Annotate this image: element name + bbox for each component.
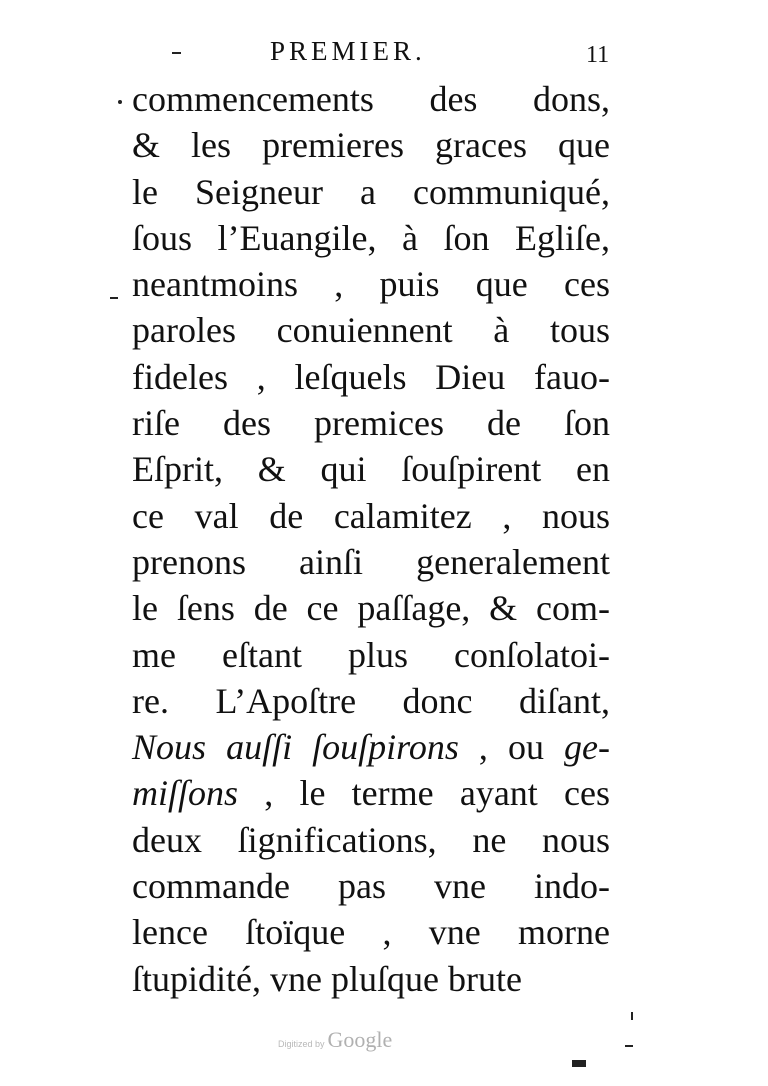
body-text [132,76,610,1002]
text-line: ſtupidité, vne pluſque brute [132,958,522,999]
text-line: commencements des dons, [132,79,610,119]
stray-dot [118,100,122,104]
stray-mark [110,297,118,299]
text-line: deux ſignifications, ne nous [132,819,610,860]
text-line: le ſens de ce paſſage, & com- [132,588,610,629]
text-line: Eſprit, & qui ſouſpirent en [132,449,610,490]
italic-quote: Nous auſſi ſouſpirons [132,727,459,768]
text-line: neantmoins , puis que ces [132,264,610,305]
text-line-mixed [132,724,610,770]
stray-mark [172,52,181,54]
text-fragment: , le terme ayant ces [238,773,610,814]
google-brand: Google [327,1027,393,1052]
text-line: lence ſtoïque , vne morne [132,912,610,953]
text-line: fideles , leſquels Dieu fauo- [132,356,610,397]
text-line: ſous l’Euangile, à ſon Egliſe, [132,217,610,258]
text-line: paroles conuiennent à tous [132,310,610,351]
text-line: me eſtant plus conſolatoi- [132,634,610,675]
text-line: riſe des premices de ſon [132,403,610,444]
digitized-label: Digitized by [278,1039,325,1049]
text-line: commande pas vne indo- [132,866,610,907]
text-line: le Seigneur a communiqué, [132,171,610,212]
stray-mark [625,1045,633,1047]
italic-word: ge- [564,727,610,768]
text-line: & les premieres graces que [132,125,610,166]
text-line-mixed [132,770,610,816]
page-number: 11 [586,42,610,68]
text-line: re. L’Apoſtre donc diſant, [132,680,610,721]
italic-word: miſſons [132,773,239,814]
text-fragment: , ou [458,727,565,768]
text-line: ce val de calamitez , nous [132,495,610,536]
stray-mark [572,1060,586,1067]
running-head: PREMIER. [270,36,426,66]
stray-mark [631,1012,633,1020]
digitized-watermark [278,1027,392,1053]
text-line: prenons ainſi generalement [132,541,610,582]
